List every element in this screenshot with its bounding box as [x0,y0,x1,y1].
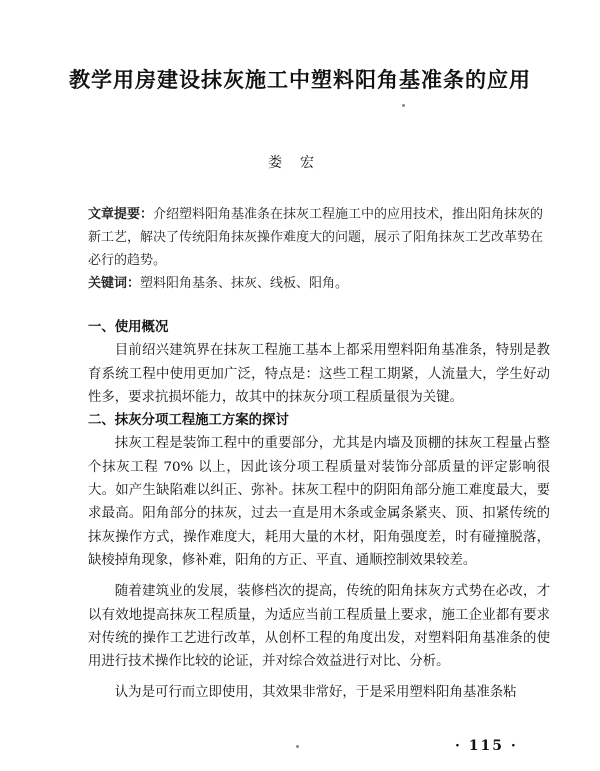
abstract-text: 介绍塑料阳角基准条在抹灰工程施工中的应用技术，推出阳角抹灰的新工艺，解决了传统阳角抹灰操作难度大的问题，展示了阳角抹灰工艺改革势在必行的趋势。 [88,207,544,268]
scan-speck [402,104,405,107]
keywords [88,272,550,295]
paragraph: 抹灰工程是装饰工程中的重要部分，尤其是内墙及顶棚的抹灰工程量占整个抹灰工程 70% 以上，因此该分项工程质量对装饰分部质量的评定影响很大。如产生缺陷难以纠正、弥补。抹灰工程中的阴阳角部分施工难度最大，要求最高。阳角部分的抹灰，过去一直是用木条或金属条紧夹、顶、扣紧传统的抹灰操作方式，操作难度大，耗用大量的木材，阳角强度差，时有碰撞脱落，缺棱掉角现象，修补难，阳角的方正、平直、通顺控制效果较差。 [88,436,550,568]
abstract-label: 文章提要： [88,207,154,222]
paragraph: 随着建筑业的发展，装修档次的提高，传统的阳角抹灰方式势在必改，才以有效地提高抹灰工程质量，为适应当前工程质量上要求，施工企业都有要求对传统的操作工艺进行改革，从创杯工程的角度出发，对塑料阳角基准条的使用进行技术操作比较的论证，并对综合效益进行对比、分析。 [88,584,550,670]
keywords-label: 关键词： [88,276,141,291]
page-number: · 115 · [455,738,518,754]
section-heading: 一、使用概况 [88,320,169,335]
section-heading: 二、抹灰分项工程施工方案的探讨 [88,413,289,429]
paragraph: 目前绍兴建筑界在抹灰工程施工基本上都采用塑料阳角基准条，特别是教育系统工程中使用更加广泛，特点是：这些工程工期紧，人流量大，学生好动性多，要求抗损坏能力，故其中的抹灰分项工程质量很为关键。 [88,343,550,405]
page-title: 教学用房建设抹灰施工中塑料阳角基准条的应用 [69,68,531,92]
author-name: 娄宏 [268,155,332,171]
scan-speck [296,745,299,748]
abstract [88,203,550,272]
paragraph: 认为是可行而立即使用，其效果非常好，于是采用塑料阳角基准条粘 [114,685,517,701]
article-body [88,316,550,705]
keywords-text: 塑料阳角基条、抹灰、线板、阳角。 [140,276,349,291]
